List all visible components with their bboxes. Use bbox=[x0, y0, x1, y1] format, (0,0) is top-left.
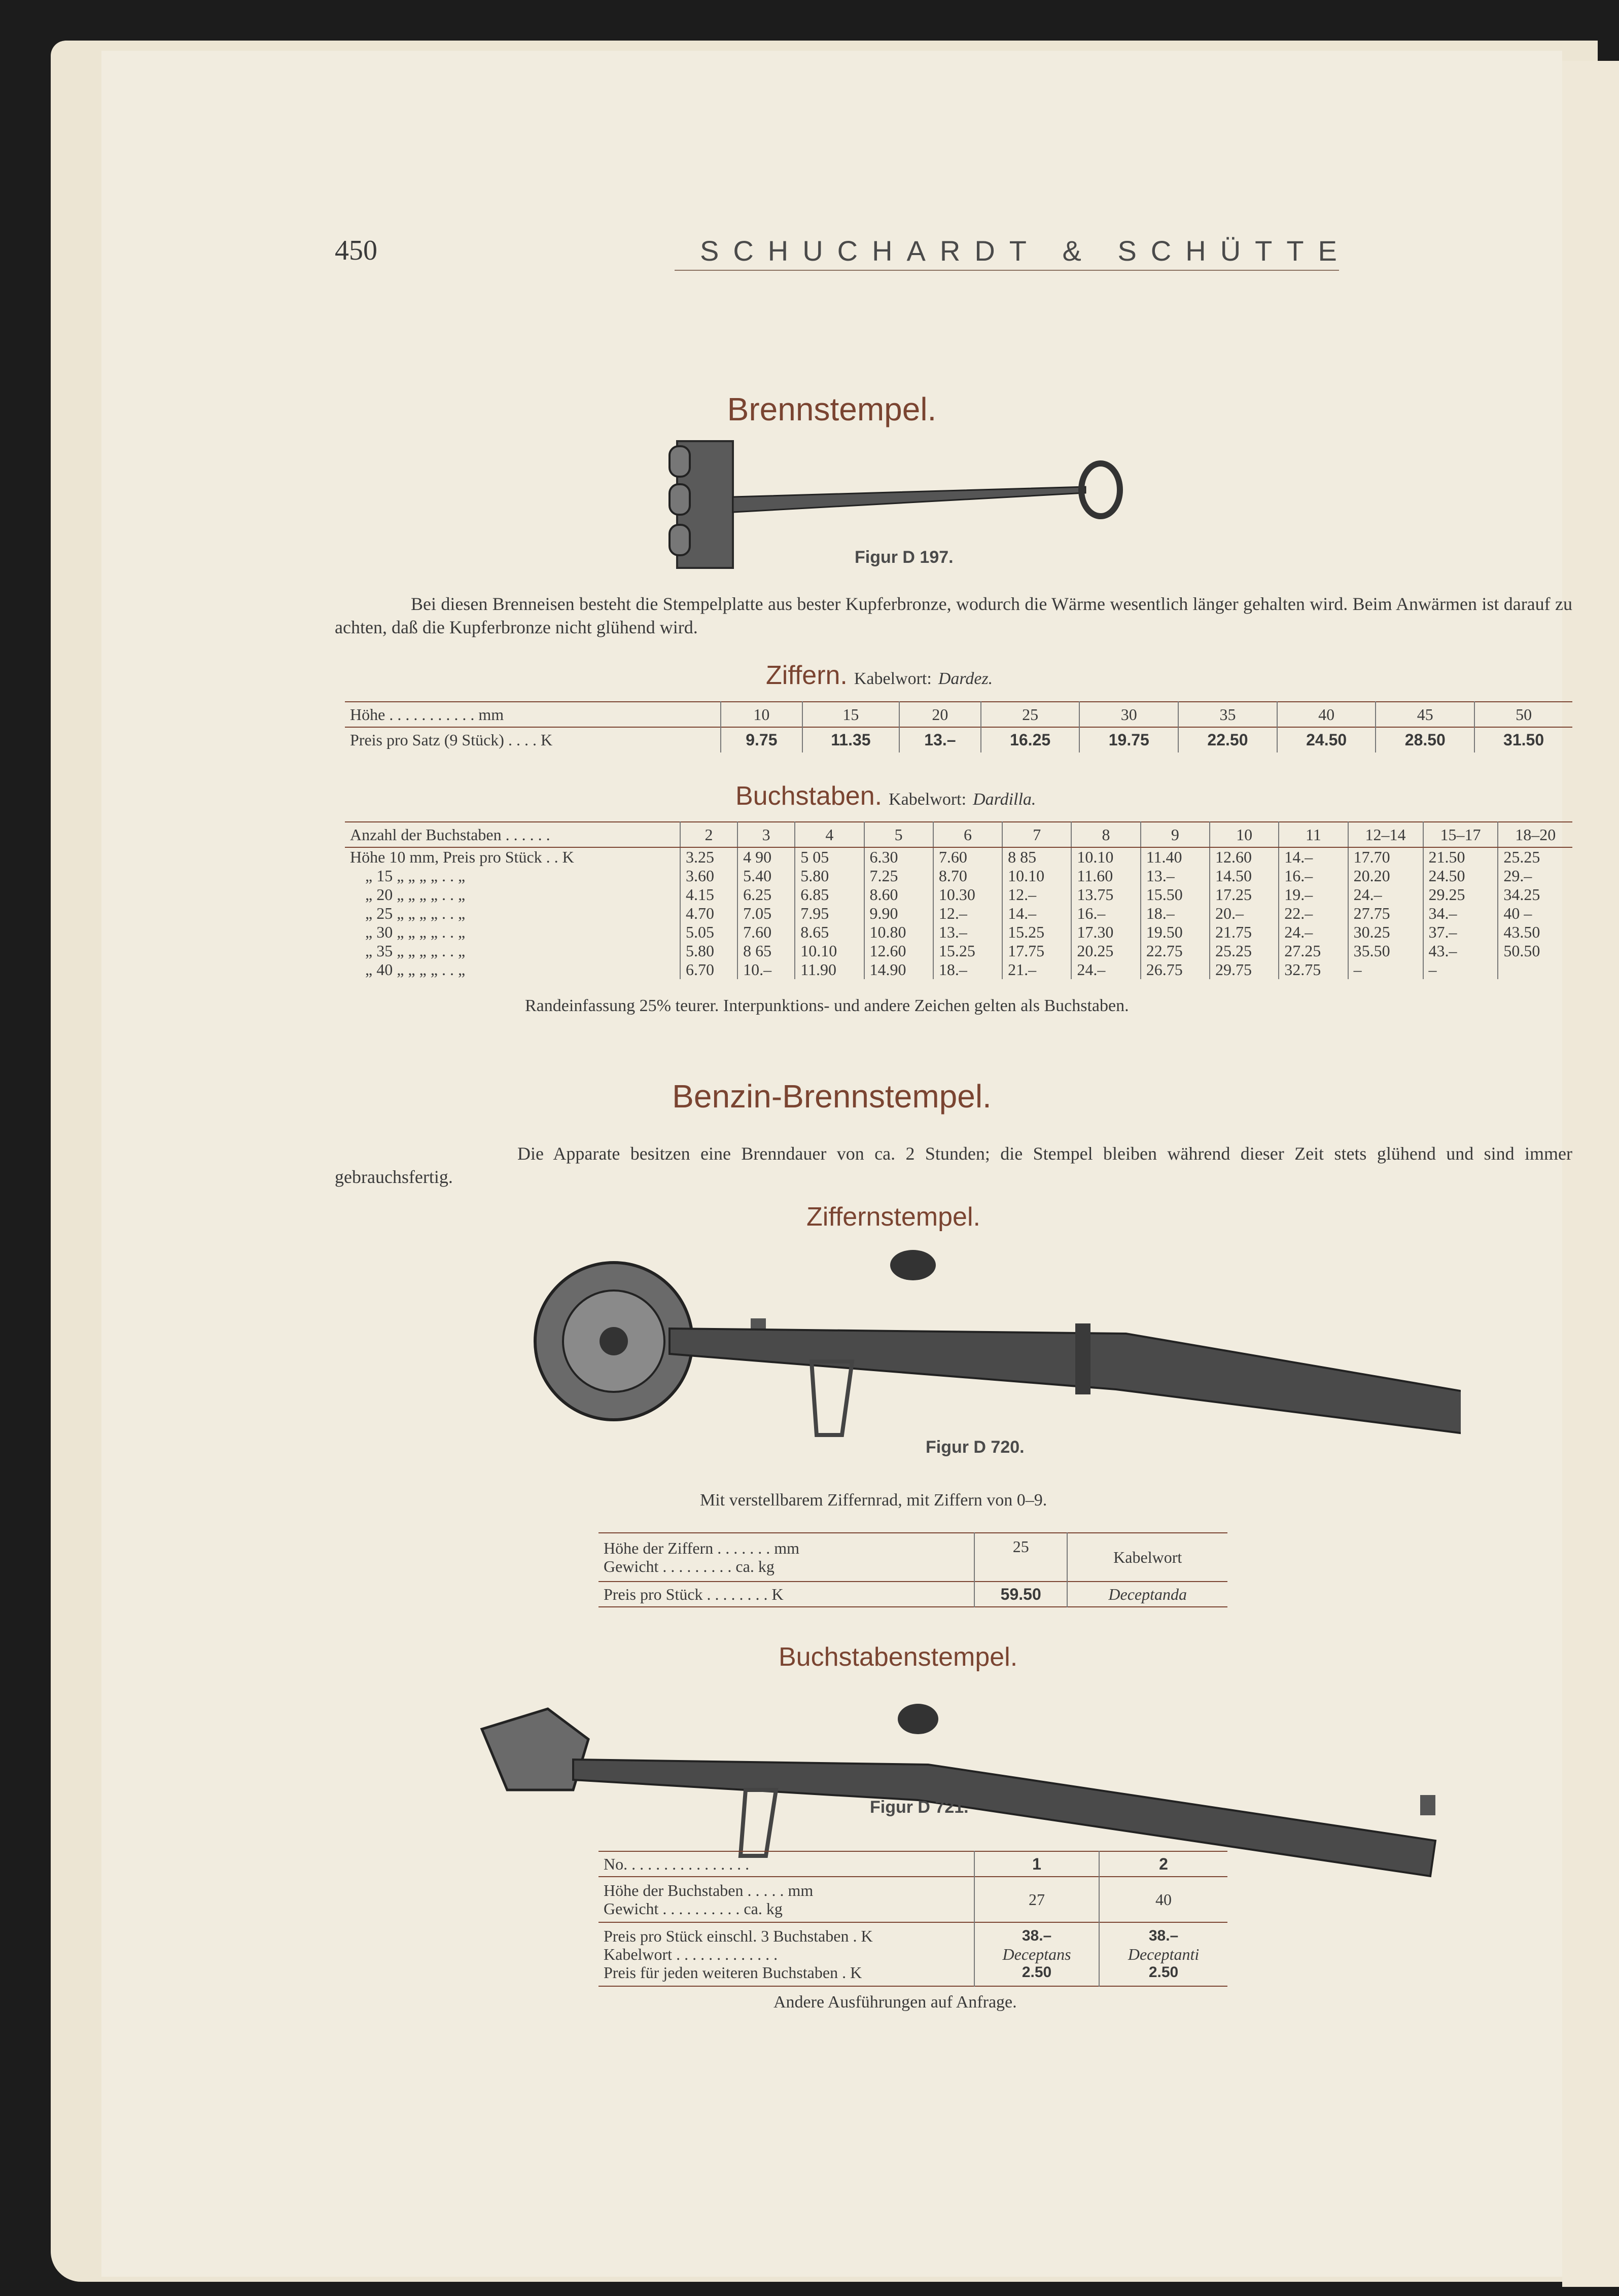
buchstaben-cell: 12.– bbox=[1002, 885, 1071, 904]
buchstaben-col-header: 12–14 bbox=[1348, 822, 1423, 847]
ziffern-hoehe-cell: 35 bbox=[1178, 702, 1277, 727]
ziffern-hoehe-cell: 30 bbox=[1079, 702, 1178, 727]
buchstabenstempel-weitere: 2.50 bbox=[1022, 1964, 1052, 1981]
buchstaben-cell: 43.– bbox=[1423, 942, 1498, 960]
buchstaben-col-header: 9 bbox=[1141, 822, 1210, 847]
brennstempel-description: Bei diesen Brenneisen besteht die Stempelplatte aus bester Kupferbronze, wodurch die Wärme wesentlich länger gehalten wird. Beim Anwärmen ist darauf zu achten, daß die Kupferbronze nicht glühend wird. bbox=[335, 594, 1572, 637]
buchstaben-cell: 12.– bbox=[933, 904, 1002, 923]
buchstaben-cell: 17.25 bbox=[1210, 885, 1279, 904]
buchstaben-row-label: „ 25 „ „ „ „ . . „ bbox=[365, 904, 466, 922]
buchstaben-table-body bbox=[345, 847, 1572, 979]
ziffern-preis-cell: 9.75 bbox=[721, 727, 802, 752]
buchstabenstempel-table bbox=[599, 1851, 1227, 1987]
buchstaben-cell: 6.30 bbox=[864, 847, 933, 867]
buchstaben-cell: 19.50 bbox=[1141, 923, 1210, 942]
ziffern-title: Ziffern. bbox=[766, 661, 848, 690]
ziffern-hoehe-cell: 20 bbox=[899, 702, 981, 727]
ziffern-hoehe-cell: 25 bbox=[981, 702, 1080, 727]
buchstaben-row bbox=[345, 885, 1572, 904]
buchstaben-cell: 19.– bbox=[1279, 885, 1348, 904]
buchstaben-cell: 7.05 bbox=[737, 904, 795, 923]
buchstaben-note: Randeinfassung 25% teurer. Interpunktions- und andere Zeichen gelten als Buchstaben. bbox=[525, 996, 1129, 1015]
buchstaben-cell: 16.– bbox=[1071, 904, 1140, 923]
ziffern-preis-cell: 22.50 bbox=[1178, 727, 1277, 752]
buchstaben-cell: 18.– bbox=[933, 960, 1002, 979]
ziffern-hoehe-cell: 10 bbox=[721, 702, 802, 727]
section-title-benzin-brennstempel: Benzin-Brennstempel. bbox=[672, 1078, 992, 1115]
ziffern-hoehe-cell: 40 bbox=[1277, 702, 1376, 727]
buchstaben-cell: 6.85 bbox=[795, 885, 864, 904]
buchstaben-cell: 15.50 bbox=[1141, 885, 1210, 904]
buchstabenstempel-preis: 38.– bbox=[1022, 1927, 1052, 1944]
ziffernstempel-table bbox=[599, 1532, 1227, 1607]
branding-iron-illustration bbox=[568, 431, 1151, 593]
buchstabenstempel-spec-labels bbox=[599, 1877, 974, 1922]
ziffern-kabelwort: Dardez. bbox=[938, 669, 993, 688]
buchstaben-cell: 22.75 bbox=[1141, 942, 1210, 960]
buchstabenstempel-hoehe-label: Höhe der Buchstaben . . . . . mm bbox=[604, 1881, 814, 1899]
buchstaben-cell: 32.75 bbox=[1279, 960, 1348, 979]
buchstaben-row bbox=[345, 923, 1572, 942]
buchstaben-cell: 11.40 bbox=[1141, 847, 1210, 867]
buchstaben-cell: 4.15 bbox=[680, 885, 737, 904]
buchstaben-row-label: „ 15 „ „ „ „ . . „ bbox=[365, 867, 466, 885]
buchstaben-cell: 27.25 bbox=[1279, 942, 1348, 960]
buchstaben-cell: 18.– bbox=[1141, 904, 1210, 923]
buchstaben-row-label: Höhe 10 mm, Preis pro Stück . . K bbox=[350, 848, 574, 866]
buchstabenstempel-hoehe: 27 bbox=[974, 1877, 1099, 1922]
buchstaben-col-header: 15–17 bbox=[1423, 822, 1498, 847]
buchstaben-col-header: 10 bbox=[1210, 822, 1279, 847]
ziffernstempel-price: 59.50 bbox=[974, 1582, 1067, 1607]
buchstaben-cell: 24.– bbox=[1071, 960, 1140, 979]
buchstaben-cell: 26.75 bbox=[1141, 960, 1210, 979]
buchstaben-cell: 13.75 bbox=[1071, 885, 1140, 904]
buchstaben-cell: 14.90 bbox=[864, 960, 933, 979]
buchstaben-cell: 34.25 bbox=[1498, 885, 1572, 904]
buchstaben-title: Buchstaben. bbox=[735, 781, 883, 811]
buchstaben-cell: 6.70 bbox=[680, 960, 737, 979]
buchstaben-cell: 29.– bbox=[1498, 867, 1572, 885]
buchstaben-cell: 5 05 bbox=[795, 847, 864, 867]
buchstaben-cell: 8.65 bbox=[795, 923, 864, 942]
ziffern-preis-label: Preis pro Satz (9 Stück) . . . . K bbox=[350, 731, 553, 749]
buchstaben-col-header: 8 bbox=[1071, 822, 1140, 847]
buchstaben-row bbox=[345, 904, 1572, 923]
buchstabenstempel-preis: 38.– bbox=[1148, 1927, 1179, 1944]
ziffernstempel-hoehe-label: Höhe der Ziffern . . . . . . . mm bbox=[604, 1539, 799, 1557]
page-number: 450 bbox=[335, 235, 377, 266]
buchstaben-cell: 27.75 bbox=[1348, 904, 1423, 923]
ziffern-hoehe-label: Höhe . . . . . . . . . . . mm bbox=[350, 705, 504, 724]
buchstaben-cell: 5.40 bbox=[737, 867, 795, 885]
ziffernstempel-kabelwort-header: Kabelwort bbox=[1067, 1533, 1227, 1582]
buchstabenstempel-weitere-label: Preis für jeden weiteren Buchstaben . K bbox=[604, 1963, 862, 1982]
buchstaben-cell: 20.20 bbox=[1348, 867, 1423, 885]
buchstaben-cell: 30.25 bbox=[1348, 923, 1423, 942]
buchstaben-cell: 24.– bbox=[1348, 885, 1423, 904]
buchstaben-cell: 14.50 bbox=[1210, 867, 1279, 885]
ziffern-table bbox=[345, 701, 1572, 752]
figure-label-d721: Figur D 721. bbox=[870, 1798, 969, 1817]
buchstabenstempel-kabelwort: Deceptans bbox=[1002, 1945, 1071, 1963]
ziffern-hoehe-cell: 15 bbox=[802, 702, 899, 727]
buchstaben-cell: 50.50 bbox=[1498, 942, 1572, 960]
buchstabenstempel-no: 2 bbox=[1099, 1851, 1227, 1877]
ziffernstempel-kabelwort: Deceptanda bbox=[1067, 1582, 1227, 1607]
buchstaben-col-header: 6 bbox=[933, 822, 1002, 847]
buchstaben-cell: 15.25 bbox=[1002, 923, 1071, 942]
buchstaben-row bbox=[345, 867, 1572, 885]
buchstaben-cell bbox=[1498, 960, 1572, 979]
buchstaben-cell: 14.– bbox=[1279, 847, 1348, 867]
buchstaben-cell: 11.90 bbox=[795, 960, 864, 979]
ziffernstempel-caption: Mit verstellbarem Ziffernrad, mit Ziffern von 0–9. bbox=[700, 1491, 1047, 1510]
buchstaben-cell: 6.25 bbox=[737, 885, 795, 904]
running-head: SCHUCHARDT & SCHÜTTE bbox=[700, 235, 1351, 267]
buchstabenstempel-price-labels bbox=[599, 1922, 974, 1986]
buchstaben-cell: 29.75 bbox=[1210, 960, 1279, 979]
ziffern-preis-cell: 16.25 bbox=[981, 727, 1080, 752]
buchstaben-cell: 8.70 bbox=[933, 867, 1002, 885]
buchstaben-cell: 4.70 bbox=[680, 904, 737, 923]
buchstaben-col-header: 18–20 bbox=[1498, 822, 1572, 847]
buchstaben-row-label: „ 40 „ „ „ „ . . „ bbox=[365, 960, 466, 979]
ziffern-heading bbox=[766, 660, 993, 691]
buchstaben-cell: 40 – bbox=[1498, 904, 1572, 923]
buchstabenstempel-weitere: 2.50 bbox=[1148, 1964, 1179, 1981]
buchstaben-cell: 10.– bbox=[737, 960, 795, 979]
ziffern-hoehe-cell: 50 bbox=[1474, 702, 1572, 727]
buchstaben-cell: 21.75 bbox=[1210, 923, 1279, 942]
buchstaben-cell: 3.60 bbox=[680, 867, 737, 885]
buchstaben-cell: 16.– bbox=[1279, 867, 1348, 885]
buchstaben-cell: 10.80 bbox=[864, 923, 933, 942]
buchstaben-cell: 20.25 bbox=[1071, 942, 1140, 960]
buchstaben-col-header: 5 bbox=[864, 822, 933, 847]
ziffern-hoehe-cell: 45 bbox=[1376, 702, 1474, 727]
buchstaben-cell: 7.25 bbox=[864, 867, 933, 885]
buchstaben-cell: 14.– bbox=[1002, 904, 1071, 923]
section-title-brennstempel: Brennstempel. bbox=[727, 391, 937, 427]
buchstaben-cell: 12.60 bbox=[1210, 847, 1279, 867]
buchstaben-cell: 37.– bbox=[1423, 923, 1498, 942]
buchstaben-cell: 29.25 bbox=[1423, 885, 1498, 904]
buchstaben-cell: – bbox=[1348, 960, 1423, 979]
buchstabenstempel-no-label: No. . . . . . . . . . . . . . . . bbox=[604, 1854, 750, 1873]
buchstabenstempel-hoehe: 40 bbox=[1099, 1877, 1227, 1922]
buchstabenstempel-note: Andere Ausführungen auf Anfrage. bbox=[773, 1993, 1017, 2012]
buchstaben-cell: 7.95 bbox=[795, 904, 864, 923]
buchstaben-cell: 5.05 bbox=[680, 923, 737, 942]
ziffern-preis-cell: 19.75 bbox=[1079, 727, 1178, 752]
buchstaben-heading bbox=[735, 781, 1036, 811]
buchstaben-cell: 17.30 bbox=[1071, 923, 1140, 942]
figure-label-d720: Figur D 720. bbox=[926, 1438, 1025, 1457]
buchstabenstempel-kabelwort-label: Kabelwort . . . . . . . . . . . . . bbox=[604, 1945, 778, 1963]
buchstaben-cell: 9.90 bbox=[864, 904, 933, 923]
ziffern-preis-cell: 24.50 bbox=[1277, 727, 1376, 752]
buchstaben-cell: 22.– bbox=[1279, 904, 1348, 923]
ziffernstempel-title: Ziffernstempel. bbox=[806, 1202, 980, 1232]
buchstaben-header-label: Anzahl der Buchstaben . . . . . . bbox=[345, 822, 680, 847]
catalog-page bbox=[101, 51, 1572, 2277]
ziffern-preis-cell: 31.50 bbox=[1474, 727, 1572, 752]
buchstaben-col-header: 11 bbox=[1279, 822, 1348, 847]
buchstaben-row bbox=[345, 960, 1572, 979]
buchstabenstempel-no: 1 bbox=[974, 1851, 1099, 1877]
ziffern-kabelwort-label: Kabelwort: bbox=[854, 669, 932, 688]
buchstaben-row bbox=[345, 847, 1572, 867]
buchstaben-cell: 25.25 bbox=[1498, 847, 1572, 867]
figure-label-d197: Figur D 197. bbox=[855, 548, 954, 567]
buchstaben-cell: 34.– bbox=[1423, 904, 1498, 923]
buchstaben-cell: 13.– bbox=[933, 923, 1002, 942]
buchstaben-cell: 21.– bbox=[1002, 960, 1071, 979]
buchstabenstempel-col-2 bbox=[1099, 1922, 1227, 1986]
buchstaben-cell: 4 90 bbox=[737, 847, 795, 867]
buchstaben-col-header: 4 bbox=[795, 822, 864, 847]
buchstaben-cell: 25.25 bbox=[1210, 942, 1279, 960]
buchstaben-cell: – bbox=[1423, 960, 1498, 979]
buchstaben-cell: 10.10 bbox=[1002, 867, 1071, 885]
ziffern-preis-cell: 11.35 bbox=[802, 727, 899, 752]
buchstaben-cell: 24.– bbox=[1279, 923, 1348, 942]
buchstaben-cell: 13.– bbox=[1141, 867, 1210, 885]
buchstaben-kabelwort: Dardilla. bbox=[973, 790, 1036, 809]
buchstaben-cell: 17.75 bbox=[1002, 942, 1071, 960]
buchstaben-cell: 7.60 bbox=[737, 923, 795, 942]
benzin-description: Die Apparate besitzen eine Brenndauer von ca. 2 Stunden; die Stempel bleiben während dieser Zeit stets glühend und sind immer gebrauchsfertig. bbox=[335, 1143, 1572, 1187]
buchstabenstempel-gewicht-label: Gewicht . . . . . . . . . . ca. kg bbox=[604, 1899, 783, 1918]
buchstaben-cell: 10.30 bbox=[933, 885, 1002, 904]
buchstaben-cell: 7.60 bbox=[933, 847, 1002, 867]
buchstaben-row-label: „ 35 „ „ „ „ . . „ bbox=[365, 942, 466, 960]
buchstaben-cell: 15.25 bbox=[933, 942, 1002, 960]
buchstaben-row-label: „ 30 „ „ „ „ . . „ bbox=[365, 923, 466, 941]
buchstabenstempel-preis-label: Preis pro Stück einschl. 3 Buchstaben . K bbox=[604, 1927, 873, 1945]
buchstaben-cell: 3.25 bbox=[680, 847, 737, 867]
buchstaben-cell: 24.50 bbox=[1423, 867, 1498, 885]
buchstaben-col-header: 3 bbox=[737, 822, 795, 847]
ziffernstempel-illustration bbox=[467, 1232, 1461, 1465]
buchstaben-cell: 20.– bbox=[1210, 904, 1279, 923]
buchstaben-cell: 10.10 bbox=[795, 942, 864, 960]
header-rule bbox=[675, 270, 1339, 271]
buchstaben-kabelwort-label: Kabelwort: bbox=[889, 790, 967, 809]
ziffern-preis-cell: 13.– bbox=[899, 727, 981, 752]
ziffern-preis-cell: 28.50 bbox=[1376, 727, 1474, 752]
buchstabenstempel-col-1 bbox=[974, 1922, 1099, 1986]
buchstaben-cell: 10.10 bbox=[1071, 847, 1140, 867]
buchstaben-cell: 8 65 bbox=[737, 942, 795, 960]
buchstaben-cell: 5.80 bbox=[680, 942, 737, 960]
buchstaben-cell: 8 85 bbox=[1002, 847, 1071, 867]
buchstaben-cell: 21.50 bbox=[1423, 847, 1498, 867]
buchstaben-col-header: 2 bbox=[680, 822, 737, 847]
buchstaben-cell: 17.70 bbox=[1348, 847, 1423, 867]
ziffernstempel-preis-label: Preis pro Stück . . . . . . . . K bbox=[604, 1585, 784, 1603]
buchstaben-row-label: „ 20 „ „ „ „ . . „ bbox=[365, 885, 466, 904]
buchstaben-row bbox=[345, 942, 1572, 960]
ziffernstempel-hoehe-value: 25 bbox=[974, 1533, 1067, 1582]
buchstaben-cell: 11.60 bbox=[1071, 867, 1140, 885]
buchstaben-table bbox=[345, 821, 1572, 979]
buchstaben-cell: 12.60 bbox=[864, 942, 933, 960]
ziffernstempel-spec-labels bbox=[599, 1533, 974, 1582]
buchstaben-cell: 5.80 bbox=[795, 867, 864, 885]
buchstabenstempel-kabelwort: Deceptanti bbox=[1128, 1945, 1200, 1963]
buchstaben-cell: 8.60 bbox=[864, 885, 933, 904]
buchstaben-cell: 43.50 bbox=[1498, 923, 1572, 942]
buchstabenstempel-title: Buchstabenstempel. bbox=[779, 1642, 1018, 1672]
buchstaben-col-header: 7 bbox=[1002, 822, 1071, 847]
buchstaben-cell: 35.50 bbox=[1348, 942, 1423, 960]
ziffernstempel-gewicht-label: Gewicht . . . . . . . . . ca. kg bbox=[604, 1557, 775, 1575]
